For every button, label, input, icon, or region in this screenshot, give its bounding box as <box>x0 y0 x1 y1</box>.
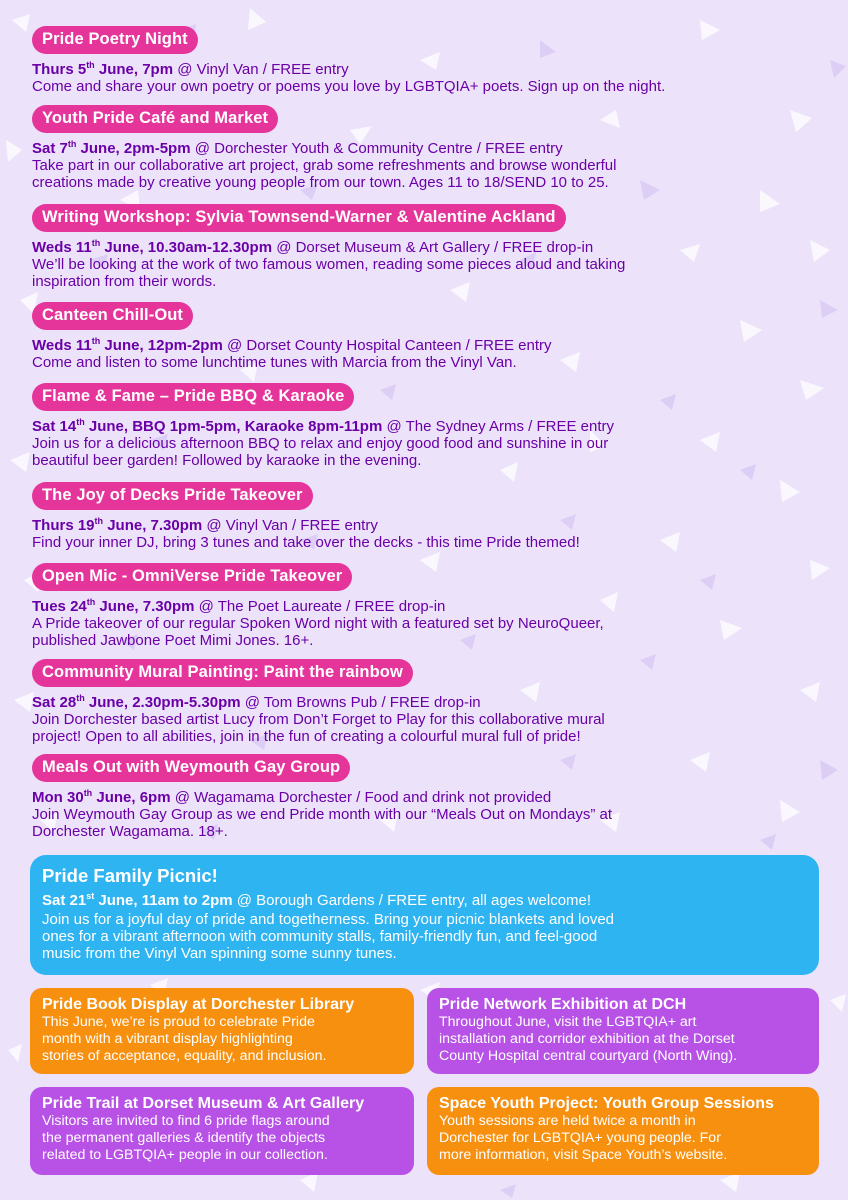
event-title-pill: The Joy of Decks Pride Takeover <box>32 482 313 510</box>
event-title-pill: Meals Out with Weymouth Gay Group <box>32 754 350 782</box>
event-meta: Tues 24th June, 7.30pm @ The Poet Laureate / FREE drop-in <box>32 597 446 615</box>
event-description: We’ll be looking at the work of two famous women, reading some pieces aloud and taking inspiration from their words. <box>32 256 626 290</box>
event-youth-pride-cafe <box>32 105 828 191</box>
card-space-youth <box>427 1087 819 1175</box>
event-meta: Weds 11th June, 10.30am-12.30pm @ Dorset Museum & Art Gallery / FREE drop-in <box>32 238 594 256</box>
event-description: Take part in our collaborative art project, grab some refreshments and browse wonderful creations made by creative young people from our town. Ages 11 to 18/SEND 10 to 25. <box>32 157 617 191</box>
card-description: This June, we’re is proud to celebrate Pride month with a vibrant display highlighting stories of acceptance, equality, and inclusion. <box>42 1014 327 1064</box>
event-meta: Weds 11th June, 12pm-2pm @ Dorset County Hospital Canteen / FREE entry <box>32 336 552 354</box>
pride-family-picnic-panel <box>30 855 819 975</box>
event-canteen-chill-out <box>32 302 828 371</box>
event-pride-poetry-night <box>32 26 828 95</box>
event-description: Come and listen to some lunchtime tunes with Marcia from the Vinyl Van. <box>32 354 517 371</box>
event-title-pill: Canteen Chill-Out <box>32 302 193 330</box>
event-description: A Pride takeover of our regular Spoken Word night with a featured set by NeuroQueer, published Jawbone Poet Mimi Jones. 16+. <box>32 615 604 649</box>
event-joy-of-decks <box>32 482 828 551</box>
card-description: Visitors are invited to find 6 pride flags around the permanent galleries & identify the objects related to LGBTQIA+ people in our collection. <box>42 1113 330 1163</box>
event-title-pill: Flame & Fame – Pride BBQ & Karaoke <box>32 383 354 411</box>
card-network-exhibition <box>427 988 819 1074</box>
picnic-title: Pride Family Picnic! <box>42 865 218 886</box>
event-meals-out <box>32 754 828 840</box>
event-description: Join Weymouth Gay Group as we end Pride month with our “Meals Out on Mondays” at Dorchester Wagamama. 18+. <box>32 806 612 840</box>
event-description: Join us for a delicious afternoon BBQ to relax and enjoy good food and sunshine in our beautiful beer garden! Followed by karaoke in the evening. <box>32 435 609 469</box>
card-title: Pride Network Exhibition at DCH <box>439 996 687 1013</box>
event-community-mural <box>32 659 828 745</box>
card-pride-trail <box>30 1087 414 1175</box>
event-title-pill: Writing Workshop: Sylvia Townsend-Warner & Valentine Ackland <box>32 204 566 232</box>
card-description: Throughout June, visit the LGBTQIA+ art installation and corridor exhibition at the Dorset County Hospital central courtyard (North Wing). <box>439 1014 738 1064</box>
event-writing-workshop <box>32 204 828 290</box>
card-description: Youth sessions are held twice a month in Dorchester for LGBTQIA+ young people. For more information, visit Space Youth’s website. <box>439 1113 728 1163</box>
card-book-display <box>30 988 414 1074</box>
event-description: Join Dorchester based artist Lucy from Don’t Forget to Play for this collaborative mural project! Open to all abilities, join in the fun of creating a colourful mural full of pride! <box>32 711 605 745</box>
card-title: Pride Trail at Dorset Museum & Art Gallery <box>42 1095 365 1112</box>
event-meta: Sat 7th June, 2pm-5pm @ Dorchester Youth & Community Centre / FREE entry <box>32 139 563 157</box>
picnic-meta: Sat 21st June, 11am to 2pm @ Borough Gardens / FREE entry, all ages welcome! <box>42 891 592 909</box>
event-title-pill: Pride Poetry Night <box>32 26 198 54</box>
event-title-pill: Community Mural Painting: Paint the rainbow <box>32 659 413 687</box>
picnic-description: Join us for a joyful day of pride and togetherness. Bring your picnic blankets and loved ones for a vibrant afternoon with community stalls, family-friendly fun, and feel-good music from the Vinyl Van spinning some sunny tunes. <box>42 911 615 962</box>
event-description: Come and share your own poetry or poems you love by LGBTQIA+ poets. Sign up on the night. <box>32 78 666 95</box>
event-description: Find your inner DJ, bring 3 tunes and take over the decks - this time Pride themed! <box>32 534 580 551</box>
card-title: Space Youth Project: Youth Group Sessions <box>439 1095 774 1112</box>
event-title-pill: Open Mic - OmniVerse Pride Takeover <box>32 563 352 591</box>
card-title: Pride Book Display at Dorchester Library <box>42 996 355 1013</box>
event-meta: Mon 30th June, 6pm @ Wagamama Dorchester / Food and drink not provided <box>32 788 552 806</box>
event-meta: Thurs 5th June, 7pm @ Vinyl Van / FREE entry <box>32 60 349 78</box>
event-open-mic <box>32 563 828 649</box>
event-title-pill: Youth Pride Café and Market <box>32 105 278 133</box>
event-meta: Sat 14th June, BBQ 1pm-5pm, Karaoke 8pm-11pm @ The Sydney Arms / FREE entry <box>32 417 614 435</box>
event-meta: Sat 28th June, 2.30pm-5.30pm @ Tom Browns Pub / FREE drop-in <box>32 693 481 711</box>
event-meta: Thurs 19th June, 7.30pm @ Vinyl Van / FREE entry <box>32 516 378 534</box>
event-flame-and-fame <box>32 383 828 469</box>
